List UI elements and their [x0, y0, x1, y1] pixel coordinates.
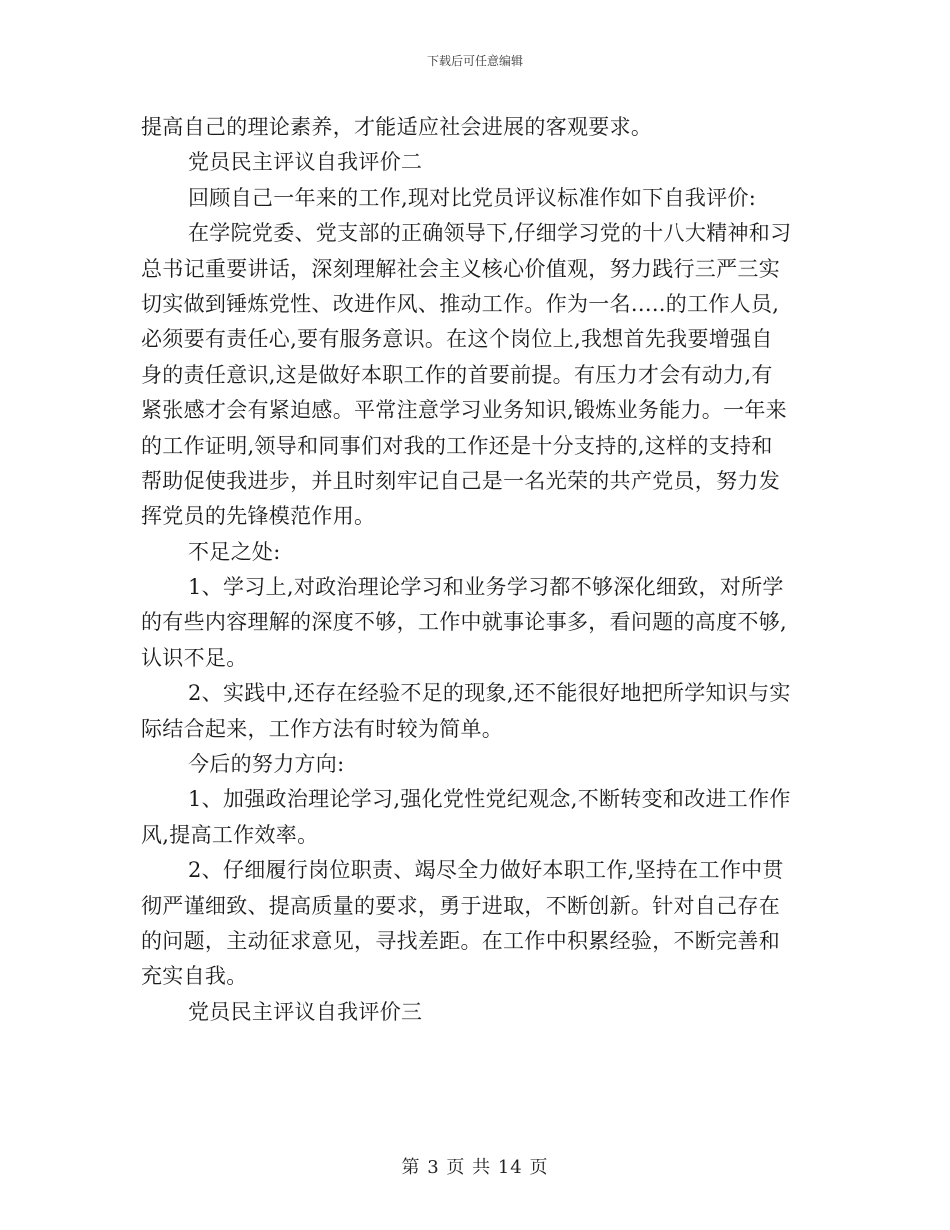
subsection-heading: 今后的努力方向:: [188, 752, 345, 777]
text-line: 的有些内容理解的深度不够，工作中就事论事多，看问题的高度不够,: [141, 610, 787, 635]
text-line: 回顾自己一年来的工作,现对比党员评议标准作如下自我评价:: [188, 185, 757, 210]
text-line: 提高自己的理论素养，才能适应社会进展的客观要求。: [141, 115, 653, 139]
subsection-heading: 不足之处:: [188, 539, 281, 564]
page-number: 第 3 页 共 14 页: [401, 1157, 549, 1178]
page-header: 下载后可任意编辑: [426, 54, 523, 68]
text-line: 切实做到锤炼党性、改进作风、推动工作。作为一名.....的工作人员,: [141, 291, 780, 316]
text-line: 风,提高工作效率。: [141, 822, 319, 847]
text-line: 帮助促使我进步，并且时刻牢记自己是一名光荣的共产党员，努力发: [141, 468, 780, 493]
text-line: 彻严谨细致、提高质量的要求，勇于进取，不断创新。针对自己存在: [141, 893, 780, 918]
text-line: 1、加强政治理论学习,强化党性党纪观念,不断转变和改进工作作: [188, 787, 791, 812]
text-line: 2、仔细履行岗位职责、竭尽全力做好本职工作,坚持在工作中贯: [188, 858, 784, 883]
text-line: 的工作证明,领导和同事们对我的工作还是十分支持的,这样的支持和: [141, 433, 773, 458]
text-line: 认识不足。: [141, 645, 248, 670]
text-line: 挥党员的先锋模范作用。: [141, 504, 376, 529]
document-body: [141, 110, 813, 1030]
text-line: 总书记重要讲话，深刻理解社会主义核心价值观，努力践行三严三实: [141, 256, 780, 281]
text-line: 充实自我。: [141, 964, 248, 989]
text-line: 在学院党委、党支部的正确领导下,仔细学习党的十八大精神和习: [188, 221, 792, 246]
text-line: 身的责任意识,这是做好本职工作的首要前提。有压力才会有动力,有: [141, 362, 773, 387]
text-line: 2、实践中,还存在经验不足的现象,还不能很好地把所学知识与实: [188, 681, 791, 706]
text-line: 必须要有责任心,要有服务意识。在这个岗位上,我想首先我要增强自: [141, 327, 773, 352]
section-heading: 党员民主评议自我评价三: [188, 999, 423, 1024]
text-line: 的问题，主动征求意见，寻找差距。在工作中积累经验，不断完善和: [141, 928, 780, 953]
text-line: 际结合起来，工作方法有时较为简单。: [141, 716, 504, 741]
text-line: 紧张感才会有紧迫感。平常注意学习业务知识,锻炼业务能力。一年来: [141, 398, 787, 423]
section-heading: 党员民主评议自我评价二: [188, 150, 423, 175]
text-line: 1、学习上,对政治理论学习和业务学习都不够深化细致，对所学: [188, 575, 784, 600]
